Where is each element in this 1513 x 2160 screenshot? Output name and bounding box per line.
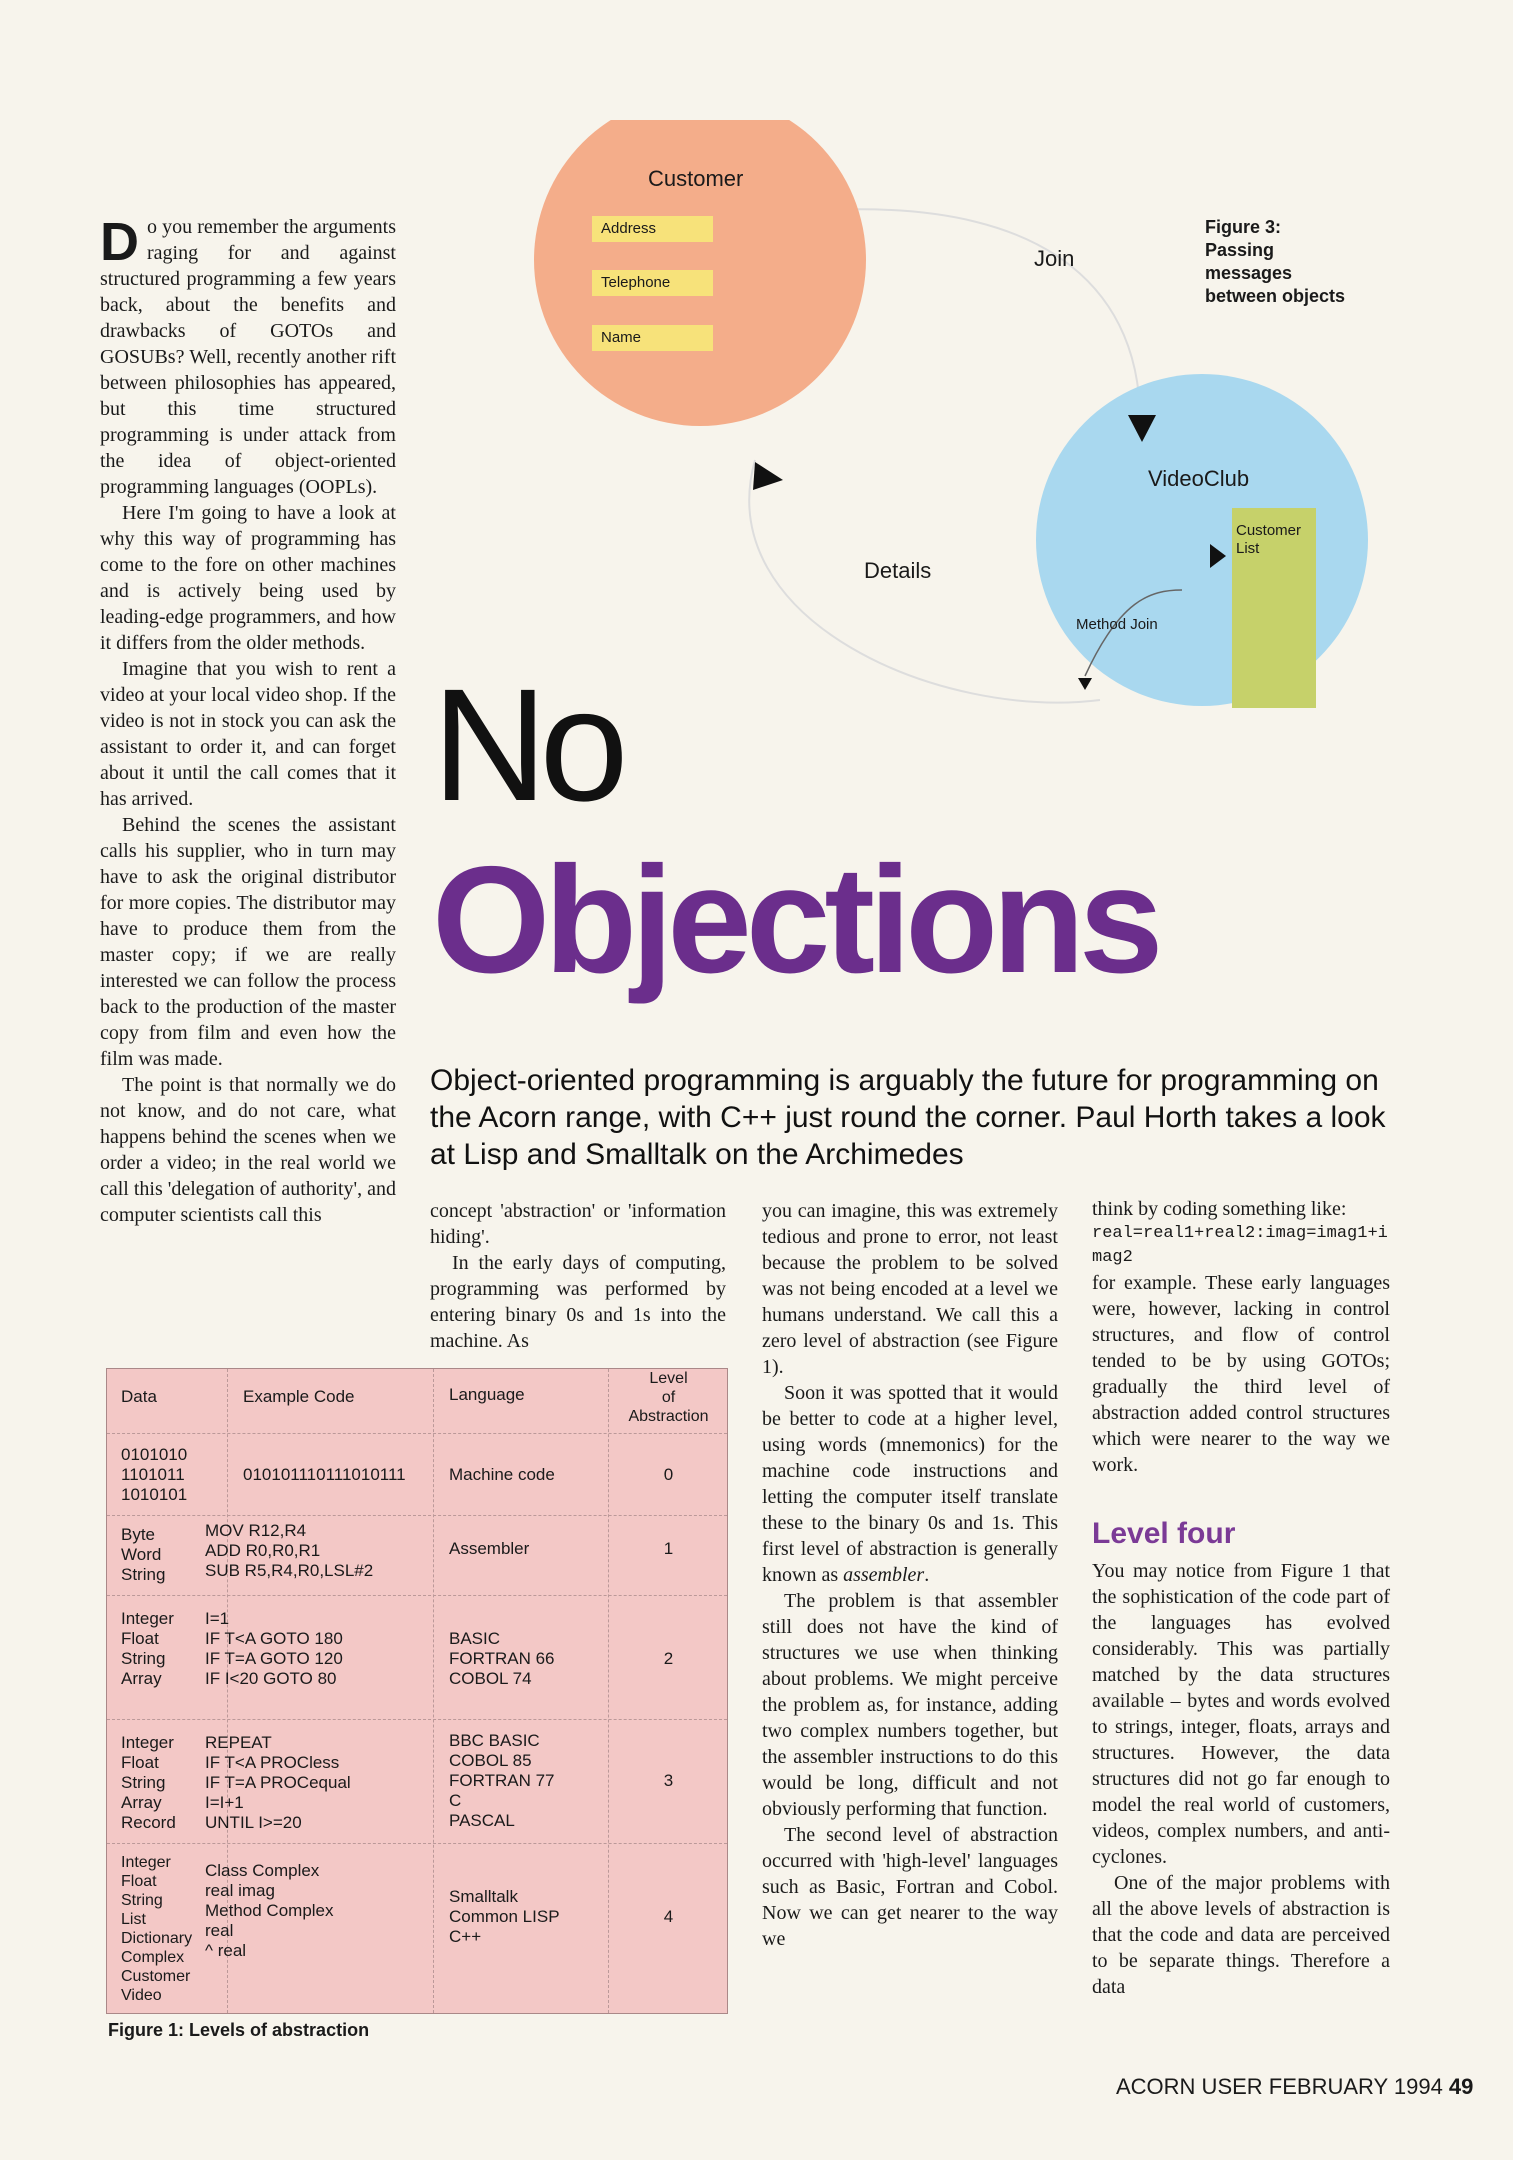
intro-paragraph [100,214,396,500]
body-paragraph: In the early days of computing, programming was performed by entering binary 0s and 1s into the machine. As [430,1252,726,1352]
body-paragraph: you can imagine, this was extremely tedious and prone to error, not least because the problem to be solved was not being encoded at a level we humans understand. We call this a zero level of abstraction (see Figure 1). [762,1200,1058,1378]
arrow-details-head [753,462,783,490]
cell-data: 0101010 1101011 1010101 [121,1445,188,1504]
column-2 [430,1198,726,1354]
body-text: o you remember the arguments raging for and against structured programming a few years back, about the benefits and drawbacks of GOTOs and GOSUBs? Well, recently another rift between philosophies has appeared, but this time structured programming is under attack from the idea of object-oriented programming languages (OOPLs). [100,216,396,498]
body-paragraph: One of the major problems with all the above levels of abstraction is that the code and data are perceived to be separate things. Therefore a data [1092,1872,1390,1998]
cell-code: MOV R12,R4 ADD R0,R0,R1 SUB R5,R4,R0,LSL#2 [205,1521,374,1580]
telephone-field: Telephone [592,270,713,296]
figure-1-caption: Figure 1: Levels of abstraction [108,2020,370,2040]
column-3 [762,1198,1058,1952]
standfirst: Object-oriented programming is arguably the future for programming on the Acorn range, with C++ just round the corner. Paul Horth takes a look at Lisp and Smalltalk on the Archimedes [430,1064,1386,1171]
cell-language: BBC BASIC COBOL 85 FORTRAN 77 C PASCAL [449,1731,555,1830]
cell-code: Class Complex real imag Method Complex real ^ real [205,1861,334,1960]
cell-level: 0 [663,1465,674,1484]
body-paragraph: The second level of abstraction occurred with 'high-level' languages such as Basic, Fortran and Cobol. Now we can get nearer to the way we [762,1824,1058,1950]
body-paragraph: You may notice from Figure 1 that the sophistication of the code part of the languages has evolved considerably. This was partially matched by the data structures available – bytes and words evolved to strings, integer, floats, arrays and structures. However, the data structures did not go far enough to model the real world of customers, videos, complex numbers, and anti-cyclones. [1092,1560,1390,1868]
table-row [107,1515,727,1596]
header-example-code: Example Code [243,1387,355,1406]
drop-cap: D [100,212,139,272]
header-language: Language [449,1385,525,1404]
body-text: Soon it was spotted that it would be better to code at a higher level, using words (mnemonics) for the machine code instructions and letting the computer itself translate these to the binary 0s and 1s. This first level of abstraction is generally known as [762,1382,1058,1586]
body-paragraph: Imagine that you wish to rent a video at your local video shop. If the video is not in stock you can ask the assistant to order it, and can forget about it until the call comes that it has arrived. [100,658,396,810]
code-sample: real=real1+real2:imag=imag1+imag2 [1092,1224,1388,1267]
table-header-row [107,1369,727,1434]
cell-level: 2 [663,1649,674,1668]
cell-code: 010101110111010111 [243,1465,406,1484]
cell-level: 3 [663,1771,674,1790]
address-field: Address [592,216,713,242]
cell-data: Byte Word String [121,1525,166,1584]
cell-language: BASIC FORTRAN 66 COBOL 74 [449,1629,555,1688]
videoclub-circle [1036,374,1368,706]
section-heading: Level four [1092,1517,1236,1550]
page-number: 49 [1448,2074,1474,2099]
column-4 [1092,1196,1390,2000]
column-1 [100,214,396,1228]
cell-language: Smalltalk Common LISP C++ [449,1887,560,1946]
emphasis-text: assembler [843,1564,925,1586]
cell-data: Integer Float String Array Record [121,1733,176,1832]
cell-code: REPEAT IF T<A PROCless IF T=A PROCequal I=I+1 UNTIL I>=20 [205,1733,351,1832]
cell-level: 4 [663,1907,674,1926]
name-field: Name [592,325,713,351]
customer-title: Customer [648,166,744,191]
header-data: Data [121,1387,157,1406]
body-paragraph: Behind the scenes the assistant calls his supplier, who in turn may have to ask the original distributor for more copies. The distributor may have to produce them from the master copy; if we are really interested we can follow the process back to the production of the master copy from film and even how the film was made. [100,814,396,1070]
table-row [107,1433,727,1516]
join-arrow-path [830,209,1140,420]
join-label: Join [1034,246,1075,271]
abstraction-table [106,1368,728,2014]
body-paragraph: concept 'abstraction' or 'information hiding'. [430,1200,726,1248]
table-row [107,1719,727,1844]
method-join-label: Method Join [1076,616,1158,633]
body-paragraph: think by coding something like: [1092,1198,1347,1220]
cell-data: Integer Float String List Dictionary Complex Customer Video [121,1854,193,2004]
body-paragraph: Here I'm going to have a look at why this way of programming has come to the fore on other machines and is actively being used by leading-edge programmers, and how it differs from the older methods. [100,502,396,654]
videoclub-title: VideoClub [1148,466,1250,491]
customer-list-label: Customer List [1236,522,1302,557]
title-line-1: No [432,655,621,834]
figure-3-caption: Figure 3: Passing messages between objects [1205,217,1346,306]
table-row [107,1595,727,1720]
title-line-2: Objections [432,835,1158,1005]
body-text: . [924,1564,930,1586]
details-label: Details [864,558,932,583]
header-level: Level of Abstraction [628,1370,709,1425]
cell-code: I=1 IF T<A GOTO 180 IF T=A GOTO 120 IF I<20 GOTO 80 [205,1609,343,1688]
arrow-method-head [1078,678,1092,690]
page-footer [1116,2074,1473,2100]
cell-language: Machine code [449,1465,555,1484]
body-paragraph: The point is that normally we do not know, and do not care, what happens behind the scenes when we order a video; in the real world we call this 'delegation of authority', and computer scientists call this [100,1074,397,1226]
cell-data: Integer Float String Array [121,1609,174,1688]
body-paragraph: for example. These early languages were, however, lacking in control structures, and flow of control tended to be by using GOTOs; gradually the third level of abstraction added control structures which were nearer to the way we work. [1092,1272,1390,1476]
body-paragraph [762,1380,1058,1588]
table-row [107,1843,727,2013]
cell-language: Assembler [449,1539,530,1558]
cell-level: 1 [663,1539,674,1558]
footer-publication: ACORN USER FEBRUARY 1994 [1116,2074,1443,2099]
body-paragraph: The problem is that assembler still does not have the kind of structures we use when thinking about problems. We might perceive the problem as, for instance, adding two complex numbers together, but the assembler instructions to do this would be long, difficult and not obviously performing that function. [762,1590,1058,1820]
